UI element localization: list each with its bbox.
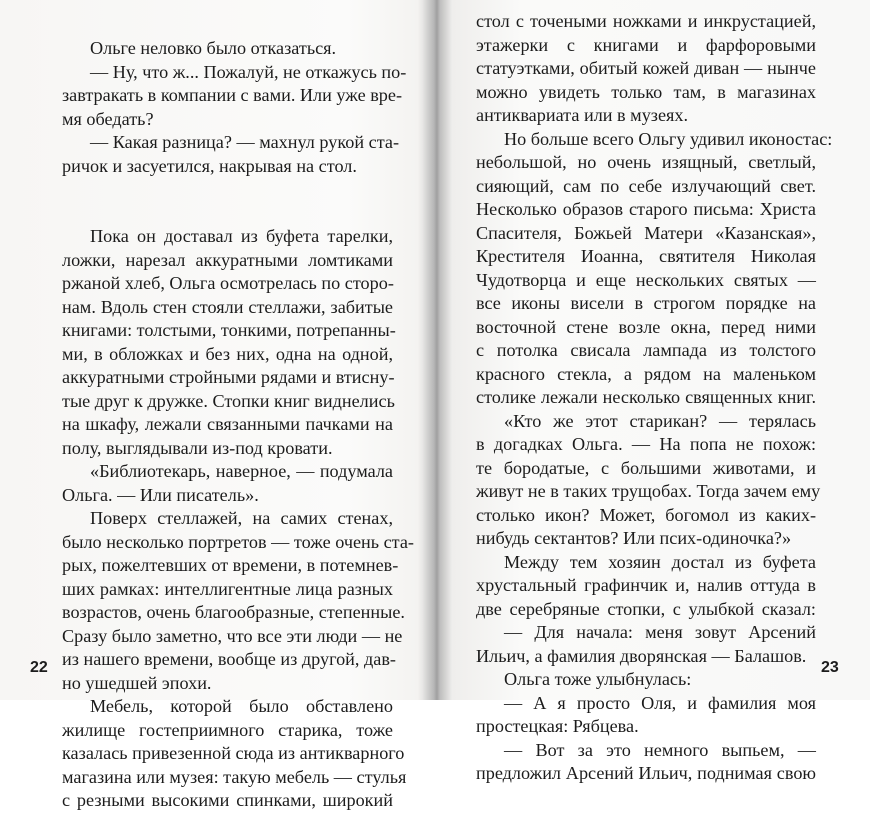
text-line: восточной стене возле окна, перед ними: [476, 316, 816, 337]
text-line: Сразу было заметно, что все эти люди — не: [62, 625, 403, 646]
text-line: Пока он доставал из буфета тарелки,: [90, 226, 393, 246]
text-line: с резными высокими спинками, широкий: [62, 790, 393, 810]
text-line: стол с точеными ножками и инкрустацией,: [476, 11, 816, 31]
text-line: ми, в обложках и без них, одна на одной,: [62, 343, 393, 364]
text-line: ричок и засуетился, накрывая на стол.: [62, 155, 357, 176]
left-page-number: 22: [30, 659, 48, 676]
text-line: с потолка свисала лампада из толстого: [476, 340, 816, 360]
text-line: жилище гостеприимного старика, тоже: [62, 719, 393, 740]
text-line: завтракать в компании с вами. Или уже вре-: [62, 85, 403, 105]
text-line: ших рамках: интеллигентные лица разных: [62, 578, 393, 599]
text-line: нам. Вдоль стен стояли стеллажи, забитые: [62, 296, 393, 317]
text-line: — Ну, что ж... Пожалуй, не откажусь по-: [90, 61, 407, 82]
text-line: столике лежали несколько священных книг.: [476, 387, 816, 407]
text-line: Ольге неловко было отказаться.: [90, 38, 337, 58]
text-line: — Какая разница? — махнул рукой ста-: [90, 132, 400, 152]
text-line: красного стекла, а рядом на маленьком: [476, 363, 816, 384]
text-line: предложил Арсений Ильич, поднимая свою: [476, 763, 816, 783]
text-line: мя обедать?: [62, 108, 154, 129]
text-line: из нашего времени, вообще из другой, дав-: [62, 649, 396, 669]
text-line: Но больше всего Ольгу удивил иконостас:: [504, 128, 833, 149]
text-line: Спасителя, Божьей Матери «Казанская»,: [476, 222, 816, 243]
text-line: магазина или музея: такую мебель — стулья: [62, 766, 407, 787]
text-line: небольшой, но очень изящный, светлый,: [476, 152, 816, 172]
text-line: ложки, нарезал аккуратными ломтиками: [62, 249, 393, 270]
text-line: две серебряные стопки, с улыбкой сказал:: [476, 598, 816, 619]
text-line: было несколько портретов — тоже очень ста-: [62, 531, 414, 552]
text-line: Чудотворца и еще нескольких святых —: [476, 269, 816, 290]
text-line: Ольга тоже улыбнулась:: [504, 669, 692, 689]
text-line: Ольга. — Или писатель».: [62, 484, 259, 505]
text-line: «Библиотекарь, наверное, — подумала: [90, 461, 393, 481]
text-line: полу, выглядывали из-под кровати.: [62, 437, 333, 458]
text-line: Между тем хозяин достал из буфета: [504, 551, 816, 572]
text-line: сияющий, сам по себе излучающий свет.: [476, 175, 816, 196]
text-line: Крестителя Иоанна, святителя Николая: [476, 246, 816, 266]
text-line: книгами: толстыми, тонкими, потрепанны-: [62, 320, 396, 340]
text-line: ржаной хлеб, Ольга осмотрелась по сторо-: [62, 273, 394, 293]
left-page: [0, 0, 436, 810]
paragraph-gap: [62, 178, 393, 225]
text-line: статуэтками, обитый кожей диван — нынче: [476, 58, 816, 78]
text-line: можно увидеть только там, в магазинах: [476, 81, 816, 102]
text-line: этажерки с книгами и фарфоровыми: [476, 34, 816, 55]
text-line: тые друг к дружке. Стопки книг виднелись: [62, 390, 395, 411]
left-page-text: [62, 37, 414, 813]
text-line: — А я просто Оля, и фамилия моя: [504, 692, 816, 713]
right-page-number: 23: [821, 659, 839, 676]
text-line: хрустальный графинчик и, налив оттуда в: [476, 575, 816, 595]
right-page: [436, 0, 870, 783]
text-line: в догадках Ольга. — На попа не похож:: [476, 434, 816, 454]
text-line: Ильич, а фамилия дворянская — Балашов.: [476, 645, 807, 666]
text-line: те бородатые, с большими животами, и: [476, 457, 816, 478]
text-line: столько икон? Может, богомол из каких-: [476, 504, 816, 525]
text-line: простецкая: Рябцева.: [476, 716, 639, 736]
text-line: все иконы висели в строгом порядке на: [476, 293, 816, 313]
text-line: но ушедшей эпохи.: [62, 672, 212, 693]
text-line: Несколько образов старого письма: Христа: [476, 199, 816, 219]
text-line: возрастов, очень благообразные, степенные.: [62, 602, 405, 622]
text-line: на шкафу, лежали связанными пачками на: [62, 414, 393, 434]
text-line: Поверх стеллажей, на самих стенах,: [90, 508, 393, 528]
text-line: — Для начала: меня зовут Арсений: [504, 622, 816, 642]
text-line: «Кто же этот старикан? — терялась: [504, 410, 816, 431]
text-line: аккуратными стройными рядами и втисну-: [62, 367, 395, 387]
text-line: антиквариата или в музеях.: [476, 105, 689, 125]
text-line: живут не в таких трущобах. Тогда зачем ему: [476, 481, 821, 501]
text-line: — Вот за это немного выпьем, —: [504, 739, 816, 760]
text-line: казалась привезенной сюда из антикварного: [62, 743, 405, 763]
text-line: рых, пожелтевших от времени, в потемнев-: [62, 555, 399, 575]
text-line: нибудь сектантов? Или псих-одиночка?»: [476, 528, 792, 548]
text-line: Мебель, которой было обставлено: [90, 696, 393, 716]
